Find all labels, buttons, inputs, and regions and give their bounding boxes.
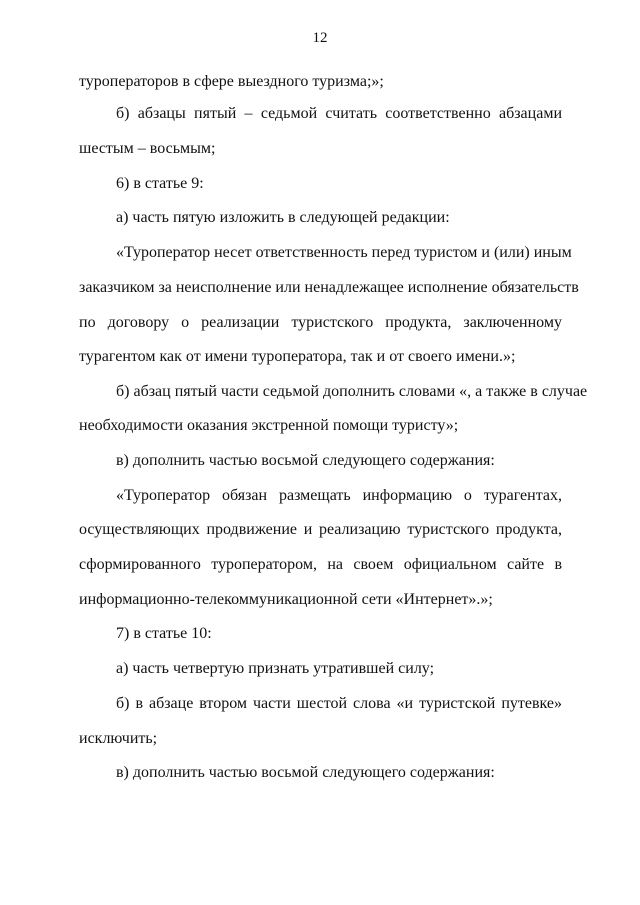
text-line: шестым – восьмым;: [79, 140, 216, 157]
text-line: в) дополнить частью восьмой следующего содержания:: [116, 452, 495, 469]
text-line: исключить;: [79, 730, 158, 747]
text-line: туроператоров в сфере выездного туризма;»;: [79, 73, 384, 90]
text-line: а) часть четвертую признать утратившей силу;: [116, 660, 435, 677]
page-number: 12: [312, 30, 328, 46]
text-line: необходимости оказания экстренной помощи туристу»;: [79, 417, 459, 434]
text-line: турагентом как от имени туроператора, так и от своего имени.»;: [79, 348, 516, 365]
text-line: заказчиком за неисполнение или ненадлежащее исполнение обязательств: [79, 279, 579, 296]
text-line: б) в абзаце втором части шестой слова «и туристской путевке»: [116, 695, 562, 712]
text-line: 6) в статье 9:: [116, 175, 204, 192]
text-line: 7) в статье 10:: [116, 625, 212, 642]
text-line: по договору о реализации туристского продукта, заключенному: [79, 314, 562, 331]
text-line: «Туроператор обязан размещать информацию о турагентах,: [116, 487, 562, 504]
text-line: а) часть пятую изложить в следующей редакции:: [116, 209, 450, 226]
text-line: сформированного туроператором, на своем официальном сайте в: [79, 556, 562, 573]
text-line: б) абзацы пятый – седьмой считать соответственно абзацами: [116, 105, 562, 122]
text-line: б) абзац пятый части седьмой дополнить словами «, а также в случае: [116, 383, 588, 400]
text-line: в) дополнить частью восьмой следующего содержания:: [116, 764, 495, 781]
text-line: информационно-телекоммуникационной сети «Интернет».»;: [79, 591, 493, 608]
text-line: осуществляющих продвижение и реализацию туристского продукта,: [79, 521, 562, 538]
text-line: «Туроператор несет ответственность перед туристом и (или) иным: [116, 244, 572, 261]
